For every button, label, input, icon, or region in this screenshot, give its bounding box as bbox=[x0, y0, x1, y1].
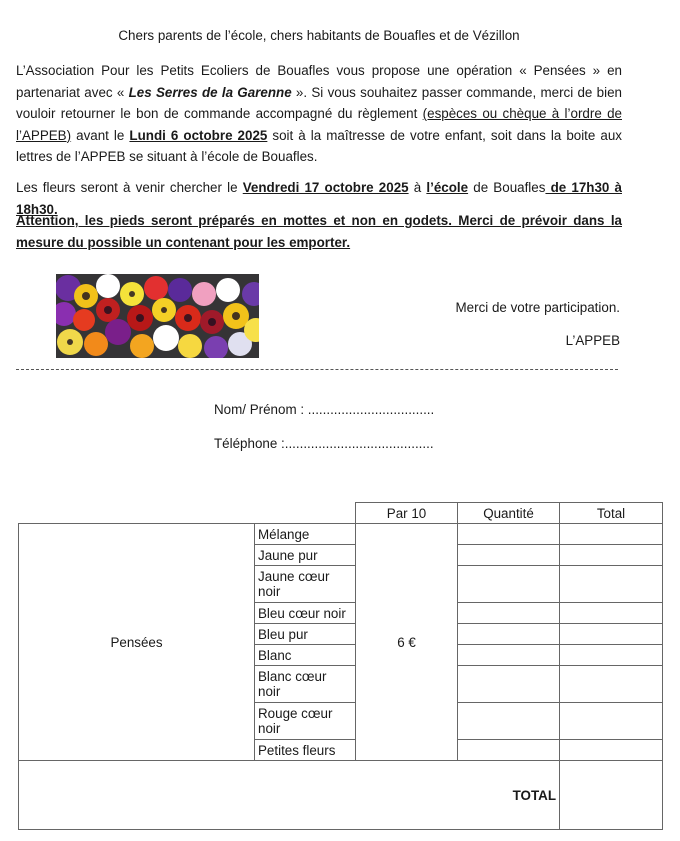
pickup-date: Vendredi 17 octobre 2025 bbox=[242, 180, 409, 195]
quantity-cell[interactable] bbox=[458, 740, 560, 761]
intro-text: ». Si vous souhaitez passer commande, merci de bien vouloir retourner le bon de commande accompagné du règlement bbox=[16, 84, 622, 121]
notice-paragraph: Attention, les pieds seront préparés en mottes et non en godets. Merci de prévoir dans la mesure du possible un contenant pour les emporter. bbox=[16, 213, 622, 250]
variety-label: Jaune pur bbox=[255, 545, 356, 566]
quantity-cell[interactable] bbox=[458, 703, 560, 740]
total-label: TOTAL bbox=[19, 761, 560, 830]
intro-text: avant le bbox=[71, 127, 130, 143]
pickup-text: de Bouafles bbox=[468, 180, 546, 195]
quantity-cell[interactable] bbox=[458, 666, 560, 703]
variety-label: Bleu pur bbox=[255, 624, 356, 645]
quantity-cell[interactable] bbox=[458, 545, 560, 566]
pansies-image bbox=[56, 274, 259, 358]
phone-field[interactable]: Téléphone :........................................ bbox=[214, 436, 434, 451]
variety-label: Blanc cœur noir bbox=[255, 666, 356, 703]
product-name: Pensées bbox=[19, 524, 255, 761]
intro-paragraph bbox=[16, 60, 622, 168]
pansies-photo bbox=[56, 274, 259, 358]
price: 6 € bbox=[356, 524, 458, 761]
order-table bbox=[18, 502, 663, 830]
name-field[interactable]: Nom/ Prénom : .................................. bbox=[214, 402, 435, 417]
total-cell[interactable] bbox=[560, 703, 663, 740]
total-cell[interactable] bbox=[560, 624, 663, 645]
intro-text: L’Association Pour les Petits Ecoliers de Bouafles vous propose une opération « Pensées » en partenariat avec « bbox=[16, 63, 622, 100]
deadline-date: Lundi 6 octobre 2025 bbox=[129, 127, 268, 143]
variety-label: Rouge cœur noir bbox=[255, 703, 356, 740]
variety-label: Mélange bbox=[255, 524, 356, 545]
total-cell[interactable] bbox=[560, 645, 663, 666]
signature: L’APPEB bbox=[565, 333, 620, 348]
pickup-time: de 17h30 à 18h30. bbox=[16, 180, 622, 217]
col-header-quantity: Quantité bbox=[458, 503, 560, 524]
total-cell[interactable] bbox=[560, 740, 663, 761]
greeting: Chers parents de l’école, chers habitants de Bouafles et de Vézillon bbox=[118, 28, 520, 43]
total-cell[interactable] bbox=[560, 603, 663, 624]
total-cell[interactable] bbox=[560, 566, 663, 603]
variety-label: Blanc bbox=[255, 645, 356, 666]
thanks-text: Merci de votre participation. bbox=[455, 300, 620, 315]
variety-label: Bleu cœur noir bbox=[255, 603, 356, 624]
table-row bbox=[19, 524, 663, 545]
pickup-text: à bbox=[408, 180, 427, 195]
variety-label: Jaune cœur noir bbox=[255, 566, 356, 603]
cut-line bbox=[16, 369, 618, 370]
payment-terms: (espèces ou chèque à l’ordre de l’APPEB) bbox=[16, 106, 622, 143]
total-cell[interactable] bbox=[560, 666, 663, 703]
variety-label: Petites fleurs bbox=[255, 740, 356, 761]
col-header-per10: Par 10 bbox=[356, 503, 458, 524]
pickup-text: Les fleurs seront à venir chercher le bbox=[16, 180, 243, 195]
quantity-cell[interactable] bbox=[458, 566, 560, 603]
grand-total-cell[interactable] bbox=[560, 761, 663, 830]
partner-name: Les Serres de la Garenne bbox=[128, 84, 292, 100]
quantity-cell[interactable] bbox=[458, 603, 560, 624]
intro-text: soit à la maîtresse de votre enfant, soit dans la boite aux lettres de l’APPEB se situant à l’école de Bouafles. bbox=[16, 127, 622, 164]
col-header-total: Total bbox=[560, 503, 663, 524]
pickup-place: l’école bbox=[426, 180, 469, 195]
total-cell[interactable] bbox=[560, 524, 663, 545]
table-header-row bbox=[19, 503, 663, 524]
quantity-cell[interactable] bbox=[458, 624, 560, 645]
total-cell[interactable] bbox=[560, 545, 663, 566]
quantity-cell[interactable] bbox=[458, 645, 560, 666]
total-row bbox=[19, 761, 663, 830]
quantity-cell[interactable] bbox=[458, 524, 560, 545]
